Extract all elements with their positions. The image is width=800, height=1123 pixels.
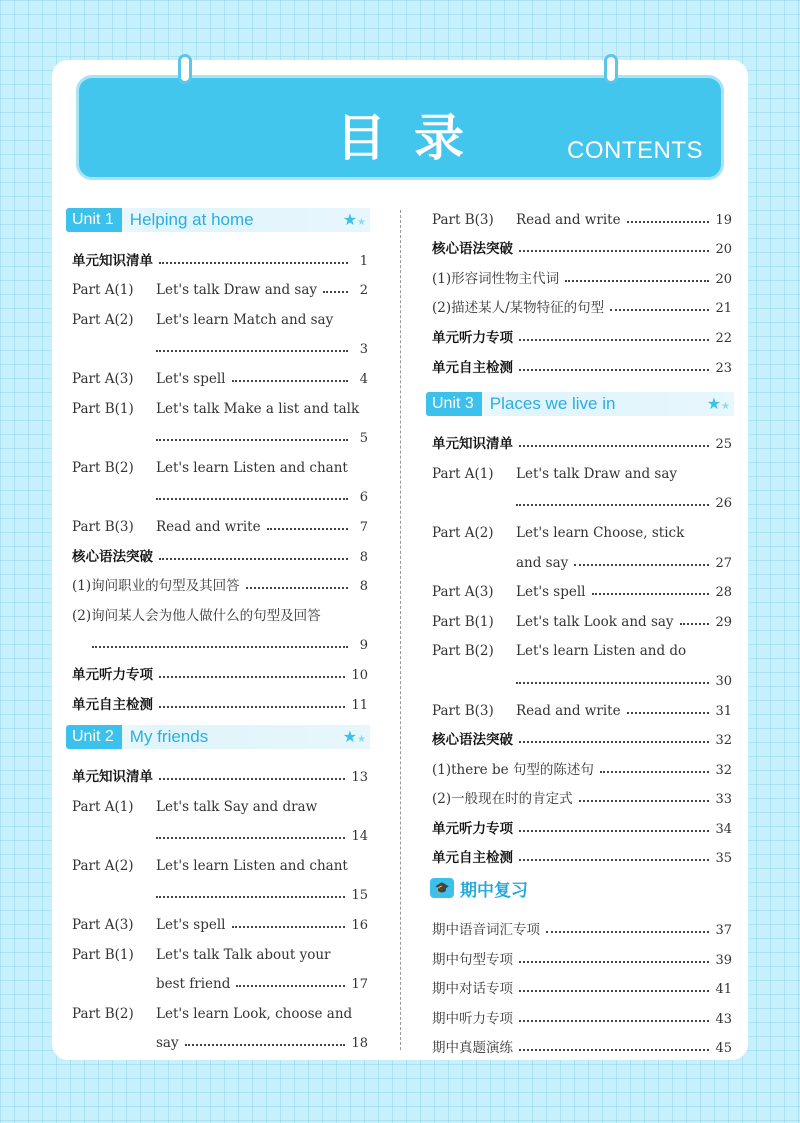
toc-entry[interactable]: Part A(1) Let's talk Say and draw 14 (72, 798, 368, 845)
toc-entry[interactable]: 单元听力专项 34 (432, 820, 732, 837)
toc-entry[interactable]: (2)一般现在时的肯定式 33 (432, 791, 732, 808)
unit-heading-3 (426, 392, 734, 416)
toc-entry[interactable]: 单元知识清单 25 (432, 436, 732, 453)
star-icon: ★★ (342, 212, 366, 229)
toc-entry[interactable]: Part A(3) Let's spell 4 (72, 370, 368, 387)
toc-entry[interactable]: Part B(2) Let's learn Listen and chant 6 (72, 459, 368, 506)
unit-tag: Unit 3 (426, 392, 482, 416)
column-divider (400, 210, 401, 1050)
contents-header (76, 75, 724, 180)
toc-entry[interactable]: Part B(1) Let's talk Talk about your best friend 17 (72, 946, 368, 993)
binder-ring-left (178, 54, 192, 84)
toc-entry[interactable]: Part B(3) Read and write 19 (432, 211, 732, 228)
toc-entry[interactable]: 期中句型专项 39 (432, 951, 732, 968)
toc-entry[interactable]: 单元知识清单 13 (72, 769, 368, 786)
toc-entry[interactable]: Part B(2) Let's learn Listen and do 30 (432, 643, 732, 689)
toc-entry[interactable]: 期中听力专项 43 (432, 1010, 732, 1027)
star-icon: ★★ (342, 728, 366, 746)
graduation-cap-icon: 🎓 (430, 878, 454, 898)
toc-entry[interactable]: Part B(2) Let's learn Look, choose and say 18 (72, 1005, 368, 1052)
binder-ring-right (604, 54, 618, 84)
toc-entry[interactable]: Part A(1) Let's talk Draw and say 2 (72, 282, 368, 299)
toc-entry[interactable]: 单元听力专项 22 (432, 329, 732, 346)
toc-entry[interactable]: 核心语法突破 20 (432, 241, 732, 258)
star-icon: ★★ (706, 395, 730, 413)
toc-entry[interactable]: 期中真题演练 45 (432, 1040, 732, 1057)
toc-entry[interactable]: 单元自主检测 23 (432, 359, 732, 376)
toc-entry[interactable]: 单元知识清单 1 (72, 252, 368, 269)
toc-entry[interactable]: (1)there be 句型的陈述句 32 (432, 761, 732, 778)
toc-entry[interactable]: Part A(2) Let's learn Choose, stick and say 27 (432, 524, 732, 571)
toc-entry[interactable]: Part A(3) Let's spell 28 (432, 584, 732, 601)
toc-entry[interactable]: (1)询问职业的句型及其回答 8 (72, 578, 368, 595)
unit-tag: Unit 2 (66, 725, 122, 749)
page-title: 目录 (336, 109, 492, 167)
toc-entry[interactable]: 单元自主检测 35 (432, 850, 732, 867)
toc-entry[interactable]: (1)形容词性物主代词 20 (432, 270, 732, 287)
toc-entry[interactable]: 核心语法突破 8 (72, 548, 368, 565)
toc-entry[interactable]: Part B(3) Read and write 7 (72, 518, 368, 535)
unit-heading-1 (66, 208, 370, 232)
toc-entry[interactable]: 单元听力专项 10 (72, 666, 368, 683)
toc-entry[interactable]: Part A(1) Let's talk Draw and say 26 (432, 465, 732, 512)
unit-name: Helping at home (129, 210, 254, 229)
toc-entry[interactable]: Part B(1) Let's talk Make a list and talk 5 (72, 400, 368, 447)
midterm-review-heading (430, 874, 734, 902)
toc-entry[interactable]: (2)询问某人会为他人做什么的句型及回答 9 (72, 607, 368, 654)
toc-entry[interactable]: 核心语法突破 32 (432, 732, 732, 749)
toc-column-left (66, 208, 370, 1051)
unit-name: My friends (129, 726, 209, 746)
toc-entry[interactable]: Part A(3) Let's spell 16 (72, 917, 368, 934)
toc-entry[interactable]: Part A(2) Let's learn Match and say 3 (72, 311, 368, 358)
toc-entry[interactable]: (2)描述某人/某物特征的句型 21 (432, 300, 732, 317)
review-title: 期中复习 (460, 880, 528, 901)
toc-entry[interactable]: Part B(1) Let's talk Look and say 29 (432, 613, 732, 630)
unit-tag: Unit 1 (66, 208, 122, 232)
toc-entry[interactable]: 期中对话专项 41 (432, 981, 732, 998)
page-subtitle: CONTENTS (567, 137, 703, 164)
toc-column-right (426, 206, 734, 1056)
toc-entry[interactable]: Part B(3) Read and write 31 (432, 702, 732, 719)
unit-heading-2 (66, 725, 370, 749)
toc-entry[interactable]: 期中语音词汇专项 37 (432, 922, 732, 939)
contents-card (52, 60, 748, 1060)
toc-entry[interactable]: 单元自主检测 11 (72, 696, 368, 713)
toc-entry[interactable]: Part A(2) Let's learn Listen and chant 15 (72, 857, 368, 904)
unit-name: Places we live in (489, 393, 616, 413)
